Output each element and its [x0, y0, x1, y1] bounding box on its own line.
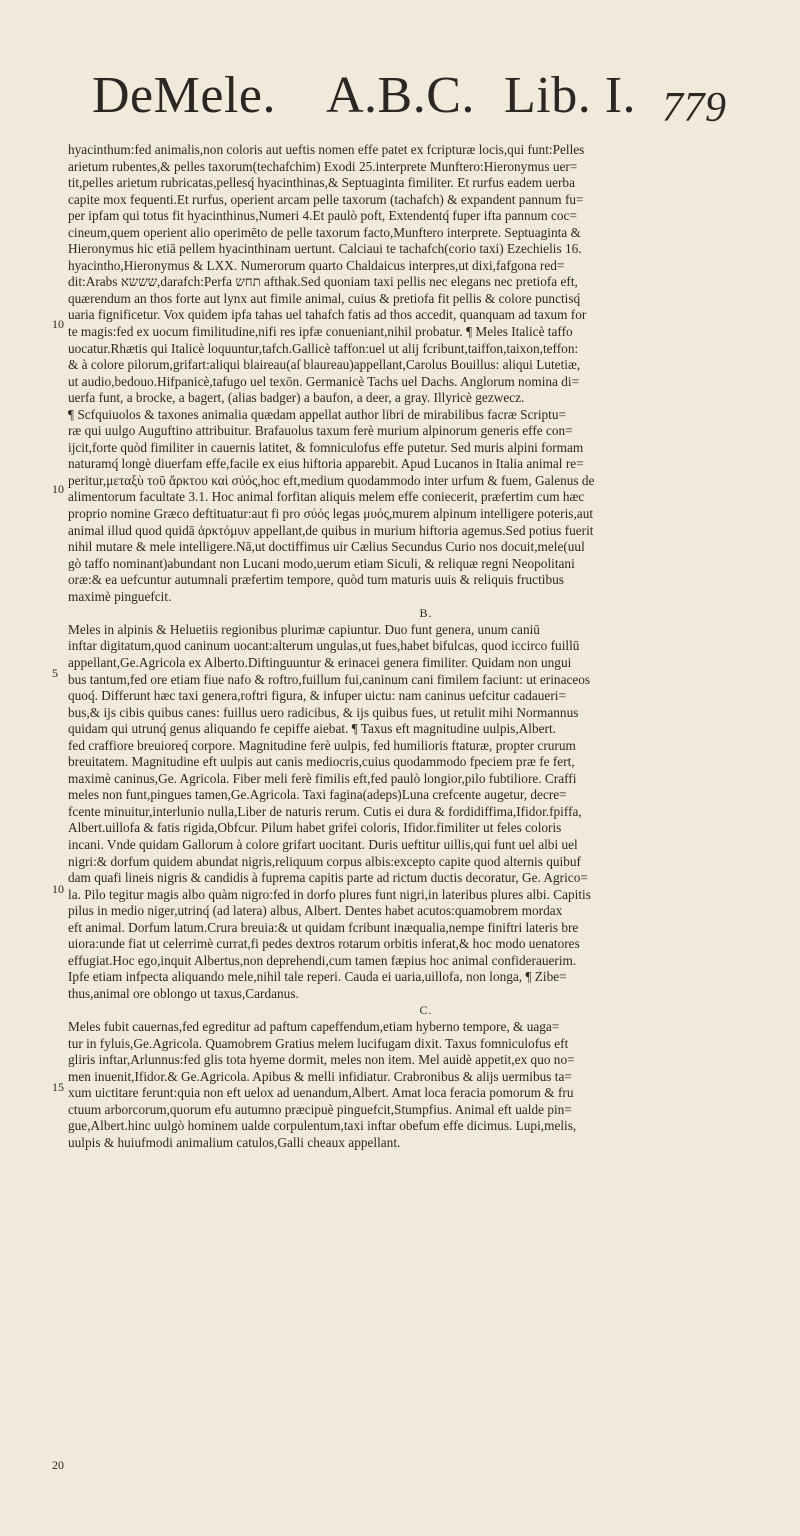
- text-line: bus tantum,fed ore etiam fiue nafo & roftro,fuillum fui,caninum cani fimilem faciunt: ut erinaceos: [68, 671, 591, 687]
- text-line: uaria fignificetur. Vox quidem ipfa tahas uel tahafch fatis ad thos accedit, quanquam ad taxum for: [68, 307, 587, 323]
- header-title: DeMele.: [92, 67, 276, 124]
- text-line: pilus in medio niger,utrinq́ (ad latera) albus, Albert. Dentes habet acutos:quamobrem mordax: [68, 903, 563, 919]
- text-line: te magis:fed ex uocum fimilitudine,nifi res ipfæ conueniant,nihil probatur. ¶ Meles Italicè taffo: [68, 324, 573, 340]
- text-line: thus,animal ore oblongo ut taxus,Cardanus.: [68, 985, 299, 1001]
- text-line: maximè pinguefcit.: [68, 588, 172, 604]
- text-line: Meles fubit cauernas,fed egreditur ad paftum capeffendum,etiam hyberno tempore, & uaga=: [68, 1018, 560, 1034]
- text-line: tit,pelles arietum rubricatas,pellesq́ hyacinthinas,& Septuaginta fimiliter. Et rurfus eadem uerba: [68, 175, 575, 191]
- margin-line-number: 15: [52, 1080, 64, 1094]
- text-line: inftar digitatum,quod caninum uocant:alterum ungulas,ut fues,habet bifulcas, quod iccirco fuillū: [68, 638, 580, 654]
- margin-line-number: 10: [52, 482, 64, 496]
- header-section: A.B.C.: [326, 67, 475, 124]
- text-line: cineum,quem operient alio operimēto de pelle taxorum facto,Munftero interprete. Septuaginta &: [68, 224, 581, 240]
- text-line: capite mox fequenti.Et rurfus, operient arcam pelle taxorum (tachafch) & expandent pannum fu=: [68, 191, 584, 207]
- section-marker: C.: [419, 1003, 433, 1018]
- text-line: & à colore pilorum,grifart:aliqui blaireau(aſ blaureau)appellant,Carolus Bouillus: aliqui Lutetiæ,: [68, 357, 581, 373]
- text-line: uulpis & huiufmodi animalium catulos,Galli cheaux appellant.: [68, 1134, 401, 1150]
- text-line: fcente minuitur,interlunio nulla,Liber de naturis rerum. Cutis ei dura & fordidiffima,Ifidor.fpiffa,: [68, 803, 582, 819]
- text-line: quoq́. Differunt hæc taxi genera,roftri figura, & infuper uictu: nam caninus uefcitur cadaueri=: [68, 688, 566, 704]
- text-line: dam quafi lineis nigris & candidis à fuprema capitis parte ad rictum ductis decoratur, Ge. Agrico=: [68, 870, 588, 886]
- text-line: proprio nomine Græco deftituatur:aut fi pro σύός legas μυός,murem alpinum intelligere poteris,aut: [68, 506, 594, 522]
- text-line: gliris inftar,Arlunnus:fed glis tota hyeme dormit, meles non item. Mel auidè appetit,ex quo no=: [68, 1052, 575, 1068]
- text-line: alimentorum facultate 3.1. Hoc animal forfitan aliquis melem effe coniecerit, præfertim cum hæc: [68, 489, 585, 505]
- text-line: dit:Arabs שששא,darafch:Perfa תחש afthak.Sed quoniam taxi pellis nec elegans nec pretiofa eft,: [68, 274, 578, 290]
- section-marker: B.: [419, 606, 433, 621]
- text-line: Albert.uillofa & fatis rigida,Obfcur. Pilum habet grifei coloris, Ifidor.fimiliter ut feles coloris: [68, 820, 562, 836]
- text-line: effugiat.Hoc ego,inquit Albertus,non deprehendi,cum tamen fæpius hoc animal confiderauerim.: [68, 952, 577, 968]
- header-book: Lib. I.: [504, 67, 637, 124]
- text-line: gò taffo nominant)abundant non Lucani modo,uerum etiam Siculi, & reliquæ regni Neopolitani: [68, 555, 575, 571]
- text-line: ijcit,forte quòd fimiliter in cauernis latitet, & fomniculofus effe putetur. Sed muris alpini formam: [68, 439, 584, 455]
- margin-line-number: 10: [52, 882, 64, 896]
- text-line: nihil mutare & mele intelligere.Nā,ut doctiffimus uir Cælius Secundus Curio nos docuit,mele(uul: [68, 539, 585, 555]
- text-line: incani. Vnde quidam Gallorum à colore grifart uocitant. Duris ueftitur uillis,qui funt uel albi uel: [68, 836, 578, 852]
- text-line: naturamq́ longè diuerfam effe,facile ex eius hiftoria apparebit. Apud Lucanos in Italia animal re=: [68, 456, 584, 472]
- text-line: ut audio,bedouo.Hifpanicè,tafugo uel texōn. Germanicè Tachs uel Dachs. Anglorum nomina di=: [68, 373, 580, 389]
- text-line: oræ:& ea uefcuntur autumnali præfertim tempore, quòd tum maturis uuis & reliquis fructibus: [68, 572, 564, 588]
- text-line: gue,Albert.hinc uulgò hominem ualde corpulentum,taxi inftar obefum effe dicimus. Lupi,melis,: [68, 1118, 577, 1134]
- margin-line-number: 5: [52, 666, 58, 680]
- running-header: [92, 66, 782, 140]
- text-line: ræ qui uulgo Auguftino attribuitur. Brafauolus taxum ferè murium alpinorum generis effe con=: [68, 423, 573, 439]
- page-number: 779: [662, 85, 727, 131]
- text-line: hyacinthum:fed animalis,non coloris aut ueftis nomen effe patet ex fcripturæ locis,qui funt:Pelles: [68, 142, 585, 157]
- margin-line-number: 10: [52, 317, 64, 331]
- text-line: animal illud quod quidā ἀρκτόμυν appellant,de quibus in murium hiftoria agemus.Sed potius fuerit: [68, 522, 594, 538]
- body-text: [68, 142, 784, 1151]
- text-line: breuitatem. Magnitudine eft uulpis aut canis mediocris,cuius quodammodo fpeciem præ fe fert,: [68, 754, 575, 770]
- text-line: Hieronymus hic etiā pellem hyacinthinam uertunt. Calciaui te tachafch(corio taxi) Ezechielis 16.: [68, 241, 582, 257]
- text-line: appellant,Ge.Agricola ex Alberto.Diftinguuntur & erinacei genera fimiliter. Quidam non ungui: [68, 654, 572, 670]
- text-line: nigri:& dorfum quidem abundat nigris,reliquum corpus albis:excepto capite quod alternis quibuf: [68, 853, 581, 869]
- text-line: ¶ Scfquiuolos & taxones animalia quædam appellat author libri de mirabilibus facræ Scriptu=: [68, 406, 567, 422]
- text-line: tur in fyluis,Ge.Agricola. Quamobrem Gratius melem lucifugam dixit. Taxus fomniculofus eft: [68, 1035, 569, 1051]
- text-line: hyacintho,Hieronymus & LXX. Numerorum quarto Chaldaicus interpres,ut dixi,fafgona red=: [68, 257, 565, 273]
- text-line: per ipfam qui totus fit hyacinthinus,Numeri 4.Et paulò poft, Extendentq́ fuper ifta pannum coc=: [68, 208, 577, 224]
- text-line: eft animal. Dorfum latum.Crura breuia:& ut quidam fcribunt inæqualia,nempe finiftri lateris bre: [68, 919, 579, 935]
- text-line: Meles in alpinis & Heluetiis regionibus plurimæ capiuntur. Duo funt genera, unum caniū: [68, 621, 540, 637]
- text-line: xum uictitare ferunt:quia non eft uelox ad uenandum,Albert. Amat loca feracia pomorum & fru: [68, 1085, 574, 1101]
- text-line: fed craffiore breuioreq́ corpore. Magnitudine ferè uulpis, fed humilioris ftaturæ, propter crurum: [68, 737, 576, 753]
- text-line: uiora:unde fiat ut celerrimè currat,fi pedes dextros rotarum orbitis inferat,& hoc modo uenatores: [68, 936, 580, 952]
- text-line: uocatur.Rhætis qui Italicè loquuntur,tafch.Gallicè taffon:uel ut alij fcribunt,taiffon,taixon,teffon:: [68, 340, 579, 356]
- text-line: maximè caninus,Ge. Agricola. Fiber meli ferè fimilis eft,fed paulò longior,pilo fubtiliore. Craffi: [68, 770, 577, 786]
- text-line: ctuum arborcorum,quorum efu autumno præcipuè pinguefcit,Stumpfius. Animal eft ualde pin=: [68, 1101, 572, 1117]
- text-line: peritur,μεταξὺ τοῦ ἄρκτου καὶ σύός,hoc eft,medium quodammodo inter urfum & fuem, Galenus de: [68, 472, 595, 488]
- text-line: arietum rubentes,& pelles taxorum(techafchim) Exodi 25.interprete Munftero:Hieronymus uer=: [68, 158, 578, 174]
- text-line: bus,& ijs cibis quibus canes: fuillus uero radicibus, & ijs quibus fues, ut retulit mihi Normannus: [68, 704, 579, 720]
- margin-line-number: 20: [52, 1458, 64, 1472]
- text-line: quærendum an thos forte aut lynx aut fimile animal, cuius & pretiofa fit pellis & colore punctisq́: [68, 290, 581, 306]
- text-line: la. Pilo tegitur magis albo quàm nigro:fed in dorfo plures funt nigri,in lateribus plures albi. Capitis: [68, 886, 591, 902]
- text-line: Ipfe etiam infpecta aliquando mele,nihil tale reperi. Cauda ei uaria,uillofa, non longa, ¶ Zibe=: [68, 969, 567, 985]
- text-line: meles non funt,pingues tamen,Ge.Agricola. Taxi fagina(adeps)Luna crefcente augetur, decre=: [68, 787, 567, 803]
- text-line: men inuenit,Ifidor.& Ge.Agricola. Apibus & melli infidiatur. Crabronibus & alijs uermibus ta=: [68, 1068, 572, 1084]
- text-line: quidam qui utrunq́ genus aliquando fe cepiffe aiebat. ¶ Taxus eft magnitudine uulpis,Albert.: [68, 721, 556, 737]
- text-line: uerfa funt, a brocke, a bagert, (alias badger) a baufon, a deer, a gray. Illyricè gezwecz.: [68, 390, 525, 406]
